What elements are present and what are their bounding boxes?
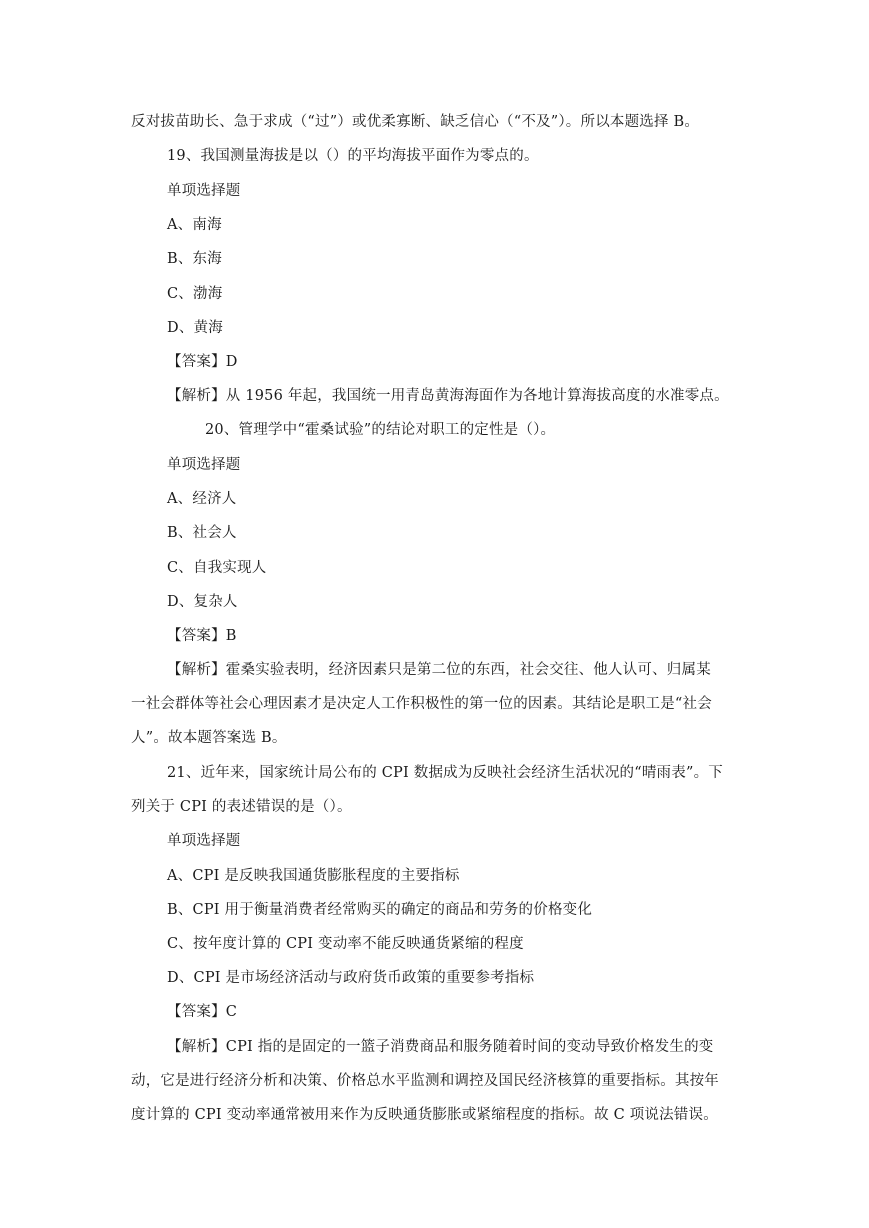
question-21-text: 列关于 CPI 的表述错误的是（）。 (131, 799, 352, 815)
option-c: C、渤海 (167, 286, 223, 302)
option-d: D、CPI 是市场经济活动与政府货币政策的重要参考指标 (167, 970, 535, 986)
option-a: A、南海 (167, 217, 222, 233)
analysis-text: 一社会群体等社会心理因素才是决定人工作积极性的第一位的因素。其结论是职工是“社会 (131, 696, 712, 712)
analysis-text: 【解析】从 1956 年起，我国统一用青岛黄海海面作为各地计算海拔高度的水准零点。 (167, 388, 729, 404)
analysis-text: 人”。故本题答案选 B。 (131, 730, 287, 746)
option-a: A、经济人 (167, 491, 237, 507)
option-b: B、CPI 用于衡量消费者经常购买的确定的商品和劳务的价格变化 (167, 902, 593, 918)
analysis-text: 【解析】霍桑实验表明，经济因素只是第二位的东西，社会交往、他人认可、归属某 (167, 662, 711, 678)
question-21-text: 21、近年来，国家统计局公布的 CPI 数据成为反映社会经济生活状况的“晴雨表”。下 (167, 765, 723, 781)
question-type-label: 单项选择题 (167, 457, 241, 473)
option-d: D、复杂人 (167, 594, 238, 610)
answer-label: 【答案】C (167, 1004, 238, 1020)
option-d: D、黄海 (167, 320, 223, 336)
option-b: B、东海 (167, 251, 222, 267)
question-19-text: 19、我国测量海拔是以（）的平均海拔平面作为零点的。 (167, 148, 539, 164)
analysis-text: 【解析】CPI 指的是固定的一篮子消费商品和服务随着时间的变动导致价格发生的变 (167, 1039, 714, 1055)
analysis-text: 度计算的 CPI 变动率通常被用来作为反映通货膨胀或紧缩程度的指标。故 C 项说法错误。 (131, 1107, 718, 1123)
paragraph-line: 反对拔苗助长、急于求成（“过”）或优柔寡断、缺乏信心（“不及”）。所以本题选择 B。 (131, 114, 700, 130)
answer-label: 【答案】D (167, 354, 238, 370)
answer-label: 【答案】B (167, 628, 237, 644)
question-type-label: 单项选择题 (167, 183, 241, 199)
question-20-text: 20、管理学中“霍桑试验”的结论对职工的定性是（）。 (205, 422, 556, 438)
option-a: A、CPI 是反映我国通货膨胀程度的主要指标 (167, 868, 460, 884)
analysis-text: 动，它是进行经济分析和决策、价格总水平监测和调控及国民经济核算的重要指标。其按年 (131, 1073, 719, 1089)
option-c: C、自我实现人 (167, 560, 267, 576)
option-c: C、按年度计算的 CPI 变动率不能反映通货紧缩的程度 (167, 936, 524, 952)
option-b: B、社会人 (167, 525, 237, 541)
question-type-label: 单项选择题 (167, 833, 241, 849)
